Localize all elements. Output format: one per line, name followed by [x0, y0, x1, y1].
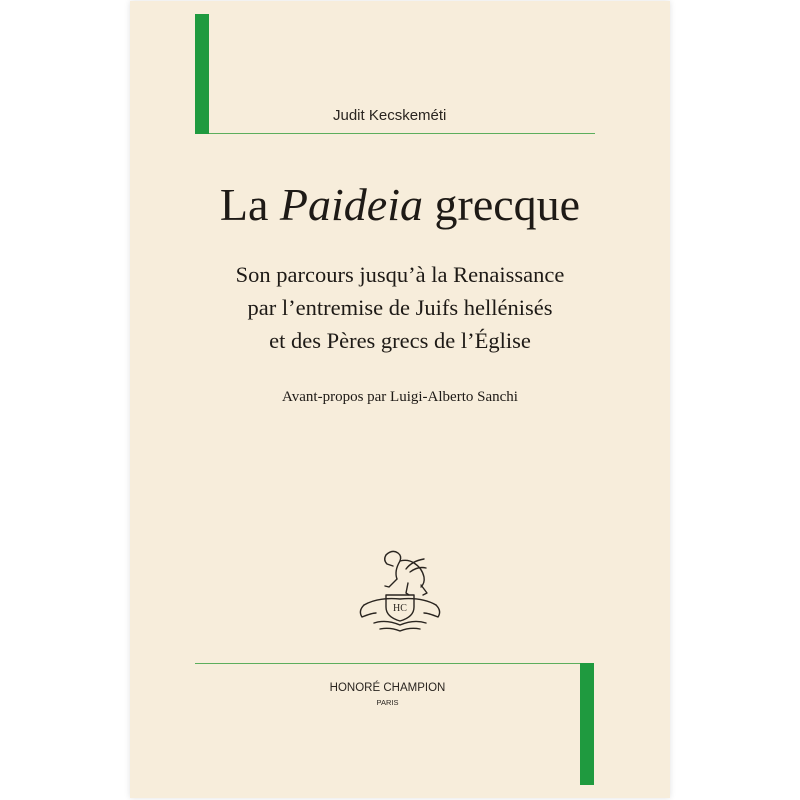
- bottom-rule: [195, 663, 580, 664]
- book-subtitle: [130, 258, 670, 357]
- bottom-accent-bar: [580, 663, 594, 785]
- author-name: Judit Kecskeméti: [333, 107, 447, 124]
- foreword-credit: Avant-propos par Luigi-Alberto Sanchi: [282, 389, 518, 405]
- title-italic: Paideia: [279, 179, 423, 230]
- emblem-monogram: HC: [393, 603, 407, 614]
- publisher-name: HONORÉ CHAMPION: [329, 682, 446, 694]
- book-title: [130, 180, 670, 231]
- subtitle-line: par l’entremise de Juifs hellénisés: [247, 295, 553, 320]
- publisher-city: PARIS: [376, 698, 399, 707]
- top-accent-bar: [195, 14, 209, 134]
- pegasus-emblem-icon: [350, 545, 450, 635]
- title-prefix: La: [219, 179, 280, 230]
- subtitle-line: Son parcours jusqu’à la Renaissance: [235, 262, 565, 287]
- subtitle-line: et des Pères grecs de l’Église: [269, 328, 531, 353]
- top-rule: [209, 133, 595, 134]
- title-suffix: grecque: [423, 179, 581, 230]
